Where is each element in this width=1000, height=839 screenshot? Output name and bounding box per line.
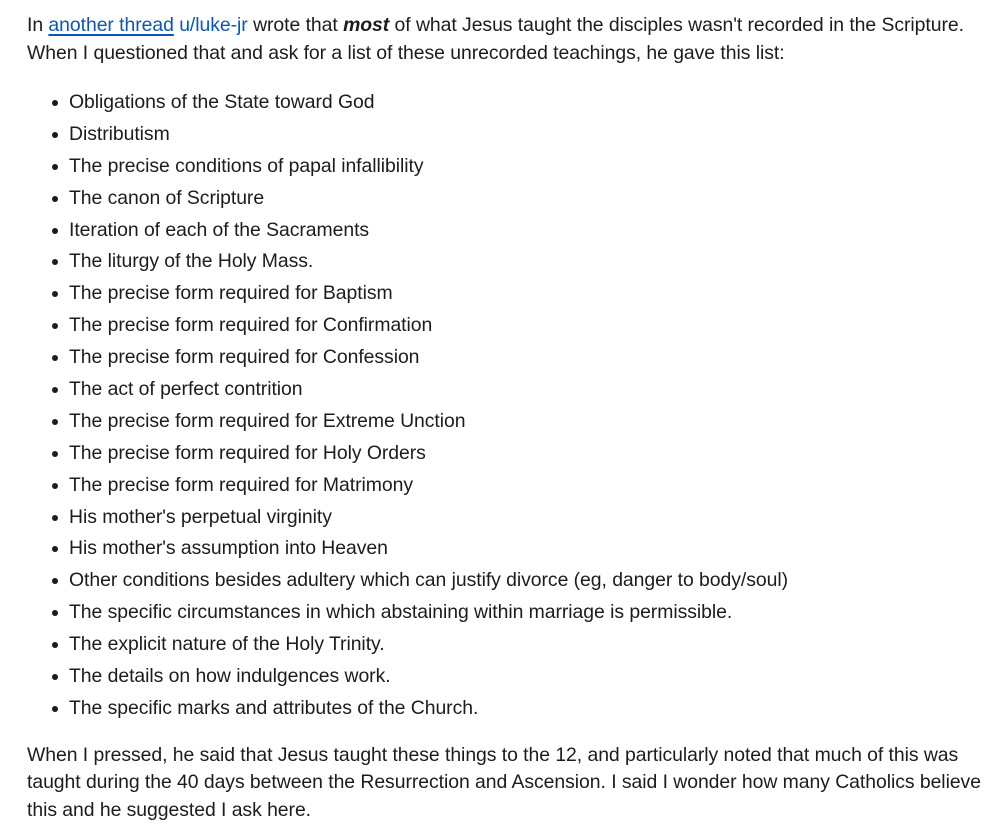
- post-body: [27, 11, 989, 824]
- list-item-text: The specific circumstances in which abstaining within marriage is permissible.: [69, 601, 733, 624]
- list-item-text: The liturgy of the Holy Mass.: [69, 250, 314, 273]
- list-item: [27, 342, 989, 374]
- list-item: [27, 87, 989, 119]
- bullet-icon: [52, 706, 58, 712]
- list-item-text: The act of perfect contrition: [69, 378, 303, 401]
- list-item-text: The canon of Scripture: [69, 186, 265, 209]
- list-item: [27, 406, 989, 438]
- intro-paragraph: [27, 11, 989, 67]
- list-item: [27, 278, 989, 310]
- list-item: [27, 597, 989, 629]
- bullet-icon: [52, 355, 58, 361]
- list-item-text: Distributism: [69, 122, 170, 145]
- list-item: [27, 438, 989, 470]
- bullet-icon: [52, 323, 58, 329]
- bullet-icon: [52, 483, 58, 489]
- list-item-text: The precise form required for Confession: [69, 346, 420, 369]
- bullet-icon: [52, 196, 58, 202]
- list-item: [27, 215, 989, 247]
- list-item-text: The precise conditions of papal infallibility: [69, 154, 424, 177]
- list-item-text: The precise form required for Holy Orders: [69, 441, 426, 464]
- list-item-text: The explicit nature of the Holy Trinity.: [69, 633, 385, 656]
- list-item-text: His mother's assumption into Heaven: [69, 537, 388, 560]
- bullet-icon: [52, 578, 58, 584]
- another-thread-link[interactable]: another thread: [48, 14, 174, 36]
- bullet-icon: [52, 642, 58, 648]
- bullet-icon: [52, 164, 58, 170]
- bullet-icon: [52, 228, 58, 234]
- bullet-icon: [52, 451, 58, 457]
- intro-emphasis: most: [343, 14, 390, 36]
- list-item-text: The precise form required for Confirmation: [69, 314, 433, 337]
- list-item: [27, 119, 989, 151]
- bullet-icon: [52, 546, 58, 552]
- list-item: [27, 246, 989, 278]
- list-item-text: Other conditions besides adultery which can justify divorce (eg, danger to body/soul): [69, 569, 788, 592]
- intro-middle: wrote that: [247, 14, 344, 36]
- list-item: [27, 502, 989, 534]
- list-item-text: The specific marks and attributes of the Church.: [69, 696, 479, 719]
- list-item: [27, 151, 989, 183]
- list-item: [27, 693, 989, 725]
- list-item: [27, 629, 989, 661]
- list-item: [27, 374, 989, 406]
- bullet-icon: [52, 674, 58, 680]
- bullet-icon: [52, 610, 58, 616]
- bullet-icon: [52, 515, 58, 521]
- bullet-icon: [52, 387, 58, 393]
- list-item: [27, 565, 989, 597]
- bullet-icon: [52, 291, 58, 297]
- list-item: [27, 310, 989, 342]
- list-item: [27, 183, 989, 215]
- list-item-text: The precise form required for Extreme Unction: [69, 409, 466, 432]
- list-item: [27, 661, 989, 693]
- user-link-luke-jr[interactable]: u/luke-jr: [179, 14, 248, 36]
- intro-suffix: of what Jesus taught the disciples wasn't recorded in the Scripture. When I questioned that and ask for a list of these unrecorded teachings, he gave this list:: [27, 14, 964, 64]
- unrecorded-teachings-list: [27, 87, 989, 725]
- list-item: [27, 470, 989, 502]
- list-item-text: Iteration of each of the Sacraments: [69, 218, 370, 241]
- outro-paragraph: When I pressed, he said that Jesus taught these things to the 12, and particularly noted that much of this was taught during the 40 days between the Resurrection and Ascension. I said I wonder how many Catholics believe this and he suggested I ask here.: [27, 743, 981, 821]
- list-item: [27, 533, 989, 565]
- intro-prefix: In: [27, 14, 49, 36]
- list-item-text: Obligations of the State toward God: [69, 91, 375, 113]
- bullet-icon: [52, 419, 58, 425]
- bullet-icon: [52, 259, 58, 265]
- bullet-icon: [52, 132, 58, 138]
- list-item-text: The precise form required for Baptism: [69, 282, 393, 305]
- bullet-icon: [52, 100, 58, 106]
- list-item-text: His mother's perpetual virginity: [69, 505, 332, 528]
- list-item-text: The details on how indulgences work.: [69, 665, 391, 688]
- list-item-text: The precise form required for Matrimony: [69, 473, 413, 496]
